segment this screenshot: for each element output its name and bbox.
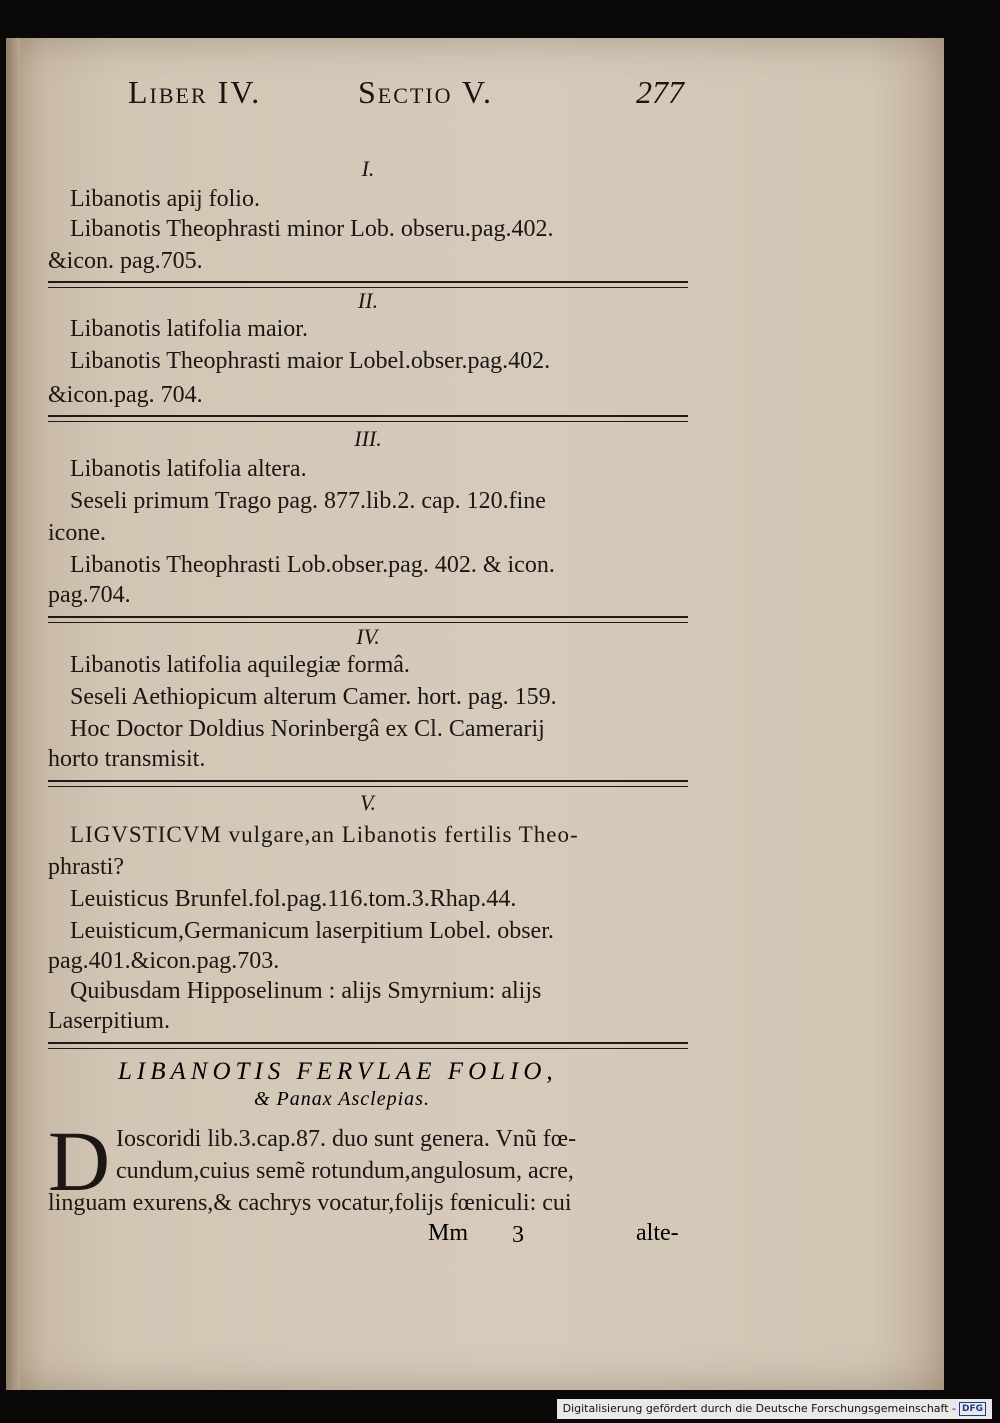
section-numeral: III. <box>354 426 382 451</box>
drop-capital: D <box>48 1113 111 1209</box>
digitization-footer <box>557 1399 992 1419</box>
text-line: phrasti? <box>48 854 124 880</box>
text-line: Libanotis Theophrasti minor Lob. obseru.pag.402. <box>70 216 554 242</box>
text-line: Ioscoridi lib.3.cap.87. duo sunt genera. Vnũ fœ- <box>116 1126 577 1152</box>
text-line: pag.401.&icon.pag.703. <box>48 948 280 974</box>
text-line: Libanotis Theophrasti maior Lobel.obser.pag.402. <box>70 348 551 374</box>
text-line: pag.704. <box>48 582 131 608</box>
section-divider <box>48 616 688 623</box>
section-numeral: I. <box>361 156 375 181</box>
text-line: Libanotis Theophrasti Lob.obser.pag. 402. & icon. <box>70 552 555 578</box>
page-spine-shadow <box>6 38 20 1390</box>
text-line: LIGVSTICVM vulgare,an Libanotis fertilis Theo- <box>70 822 579 847</box>
plant-subtitle: & Panax Asclepias. <box>254 1088 430 1110</box>
text-line: Quibusdam Hipposelinum : alijs Smyrnium: alijs <box>70 978 542 1004</box>
section-divider <box>48 415 688 422</box>
plant-title: LIBANOTIS FERVLAE FOLIO, <box>118 1058 558 1085</box>
header-liber: Liber IV. <box>128 74 262 110</box>
text-line: Libanotis latifolia aquilegiæ formâ. <box>70 652 410 678</box>
signature-mark: Mm <box>428 1220 469 1246</box>
running-header <box>128 74 688 114</box>
dfg-logo: DFG <box>959 1402 986 1416</box>
signature-number: 3 <box>512 1222 524 1248</box>
section-divider <box>48 1042 688 1049</box>
section-divider <box>48 780 688 787</box>
text-line: Leuisticus Brunfel.fol.pag.116.tom.3.Rhap.44. <box>70 886 517 912</box>
text-line: Seseli Aethiopicum alterum Camer. hort. pag. 159. <box>70 684 557 710</box>
section-numeral: V. <box>359 790 377 815</box>
catchword: alte- <box>636 1220 679 1246</box>
text-line: &icon.pag. 704. <box>48 382 203 408</box>
page-number: 277 <box>636 74 684 110</box>
section-numeral: II. <box>357 288 379 313</box>
text-line: &icon. pag.705. <box>48 248 203 274</box>
text-line: linguam exurens,& cachrys vocatur,folijs fœniculi: cui <box>48 1190 572 1216</box>
text-line: Libanotis latifolia altera. <box>70 456 307 482</box>
text-line: Laserpitium. <box>48 1008 170 1034</box>
text-line: Libanotis apij folio. <box>70 186 260 212</box>
text-line: Libanotis latifolia maior. <box>70 316 308 342</box>
text-line: Hoc Doctor Doldius Norinbergâ ex Cl. Camerarij <box>70 716 545 742</box>
text-line: icone. <box>48 520 106 546</box>
text-line: Leuisticum,Germanicum laserpitium Lobel. obser. <box>70 918 554 944</box>
text-line: Seseli primum Trago pag. 877.lib.2. cap. 120.fine <box>70 488 546 514</box>
header-sectio: Sectio V. <box>358 74 493 110</box>
section-numeral: IV. <box>356 624 380 649</box>
footer-text: Digitalisierung gefördert durch die Deutsche Forschungsgemeinschaft - <box>562 1402 956 1415</box>
section-divider <box>48 281 688 288</box>
text-line: horto transmisit. <box>48 746 206 772</box>
text-line: cundum,cuius semẽ rotundum,angulosum, acre, <box>116 1158 574 1184</box>
